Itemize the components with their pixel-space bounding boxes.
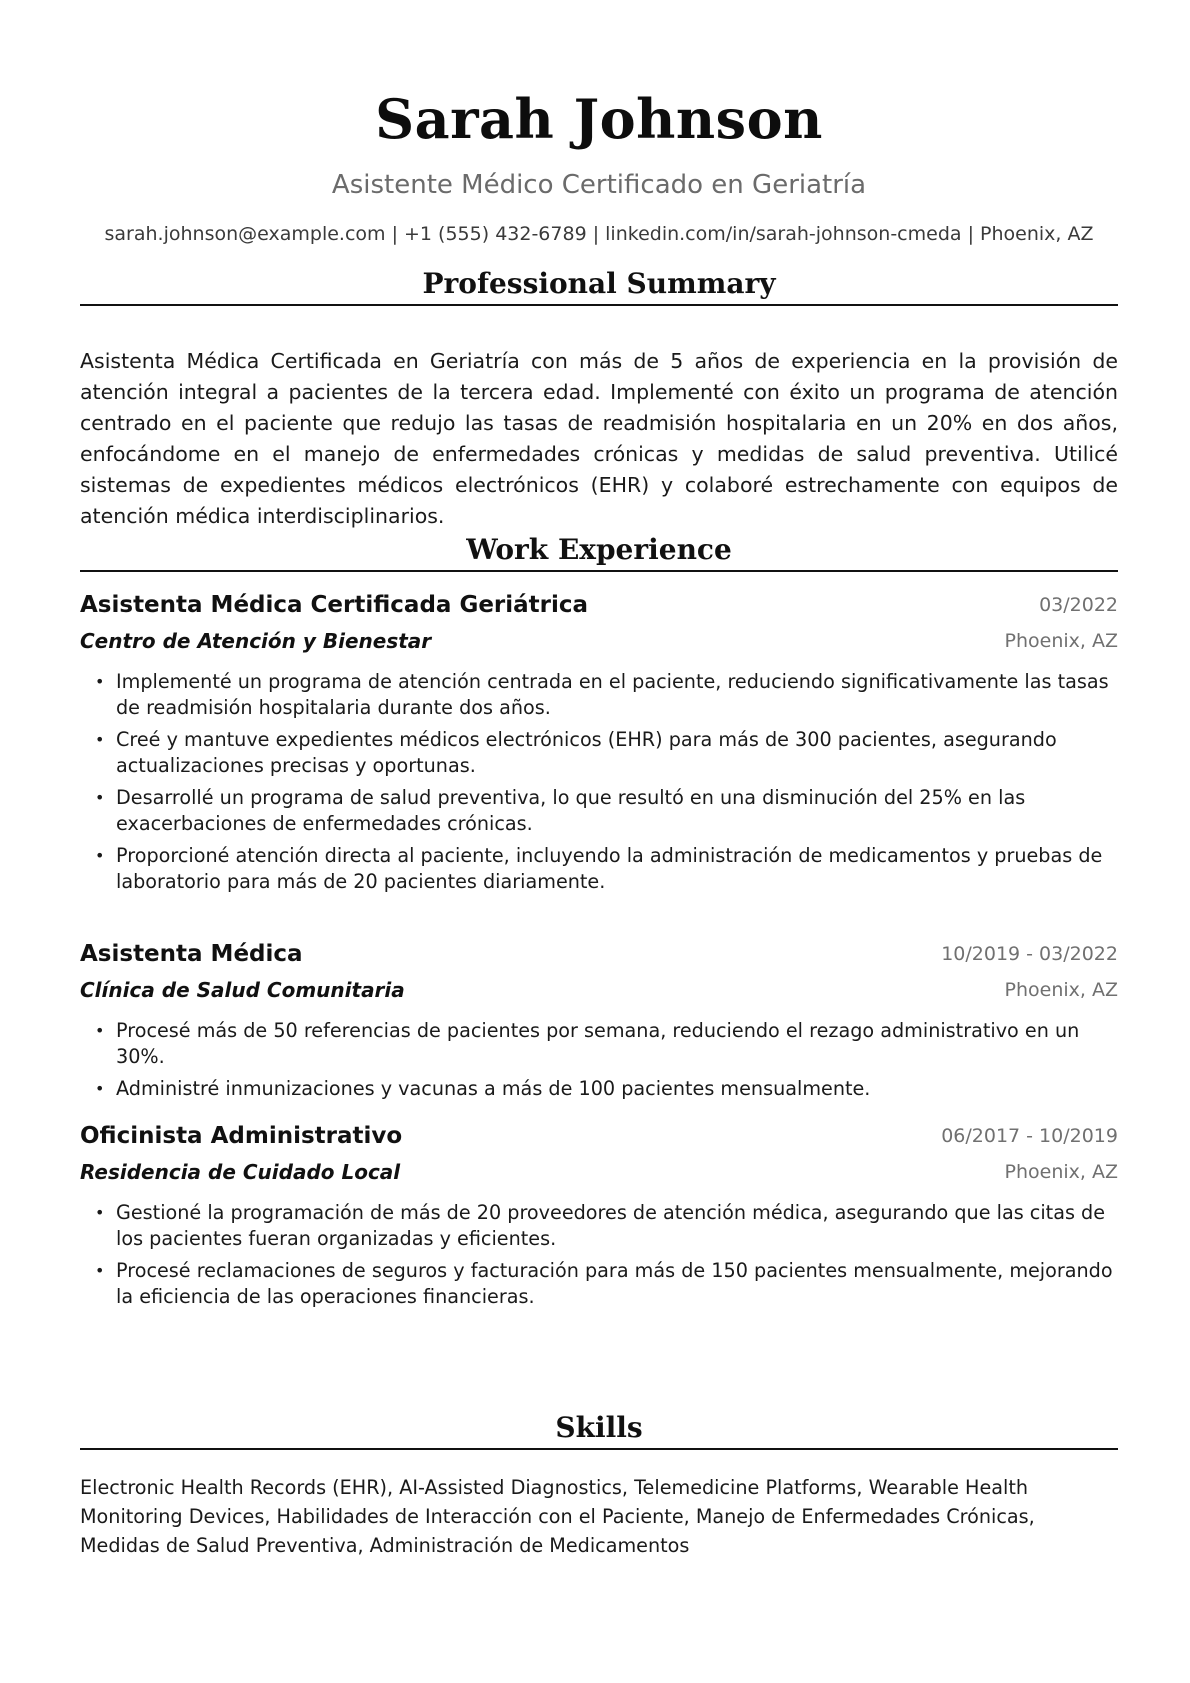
- skills-heading: Skills: [80, 1408, 1118, 1450]
- job-date: 10/2019 - 03/2022: [941, 943, 1118, 965]
- bullet-item: • Administré inmunizaciones y vacunas a más de 100 pacientes mensualmente.: [80, 1076, 1118, 1102]
- job-company: Clínica de Salud Comunitaria: [80, 978, 405, 1002]
- summary-text: Asistenta Médica Certificada en Geriatría con más de 5 años de experiencia en la provisión de atención integral a pacientes de la tercera edad. Implementé con éxito un programa de atención centrado en el paciente que redujo las tasas de readmisión hospitalaria en un 20% en dos años, enfocándome en el manejo de enfermedades crónicas y medidas de salud preventiva. Utilicé sistemas de expedientes médicos electrónicos (EHR) y colaboré estrechamente con equipos de atención médica interdisciplinarios.: [80, 349, 1118, 528]
- job-date: 06/2017 - 10/2019: [941, 1125, 1118, 1147]
- job-entry: [80, 1118, 1118, 1316]
- job-bullets: [80, 1018, 1118, 1102]
- bullet-item: • Procesé reclamaciones de seguros y facturación para más de 150 pacientes mensualmente, mejorando la eficiencia de las operaciones financieras.: [80, 1258, 1118, 1310]
- job-location: Phoenix, AZ: [1004, 1161, 1118, 1183]
- skills-text: Electronic Health Records (EHR), AI-Assisted Diagnostics, Telemedicine Platforms, Wearable Health Monitoring Devices, Habilidades de Interacción con el Paciente, Manejo de Enfermedades Crónicas, Medidas de Salud Preventiva, Administración de Medicamentos: [80, 1476, 1035, 1557]
- bullet-item: • Desarrollé un programa de salud preventiva, lo que resultó en una disminución del 25% en las exacerbaciones de enfermedades crónicas.: [80, 785, 1118, 837]
- job-bullets: [80, 1200, 1118, 1310]
- job-location: Phoenix, AZ: [1004, 979, 1118, 1001]
- bullet-item: • Implementé un programa de atención centrada en el paciente, reduciendo significativamente las tasas de readmisión hospitalaria durante dos años.: [80, 669, 1118, 721]
- contact-line: sarah.johnson@example.com | +1 (555) 432-6789 | linkedin.com/in/sarah-johnson-cmeda | Phoenix, AZ: [104, 223, 1094, 245]
- experience-heading: Work Experience: [80, 530, 1118, 572]
- job-date: 03/2022: [1039, 594, 1118, 616]
- job-bullets: [80, 669, 1118, 895]
- summary-heading: Professional Summary: [80, 264, 1118, 306]
- candidate-name: Sarah Johnson: [375, 87, 823, 151]
- job-entry: [80, 936, 1118, 1108]
- job-company: Centro de Atención y Bienestar: [80, 629, 432, 653]
- job-company: Residencia de Cuidado Local: [80, 1160, 401, 1184]
- job-location: Phoenix, AZ: [1004, 630, 1118, 652]
- job-entry: [80, 587, 1118, 901]
- job-title: Oficinista Administrativo: [80, 1123, 403, 1149]
- job-title: Asistenta Médica Certificada Geriátrica: [80, 592, 589, 618]
- bullet-item: • Procesé más de 50 referencias de pacientes por semana, reduciendo el rezago administrativo en un 30%.: [80, 1018, 1118, 1070]
- bullet-item: • Creé y mantuve expedientes médicos electrónicos (EHR) para más de 300 pacientes, asegurando actualizaciones precisas y oportunas.: [80, 727, 1118, 779]
- bullet-item: • Gestioné la programación de más de 20 proveedores de atención médica, asegurando que las citas de los pacientes fueran organizadas y eficientes.: [80, 1200, 1118, 1252]
- candidate-title: Asistente Médico Certificado en Geriatría: [331, 170, 867, 200]
- bullet-item: • Proporcioné atención directa al paciente, incluyendo la administración de medicamentos y pruebas de laboratorio para más de 20 pacientes diariamente.: [80, 843, 1118, 895]
- job-title: Asistenta Médica: [80, 941, 303, 967]
